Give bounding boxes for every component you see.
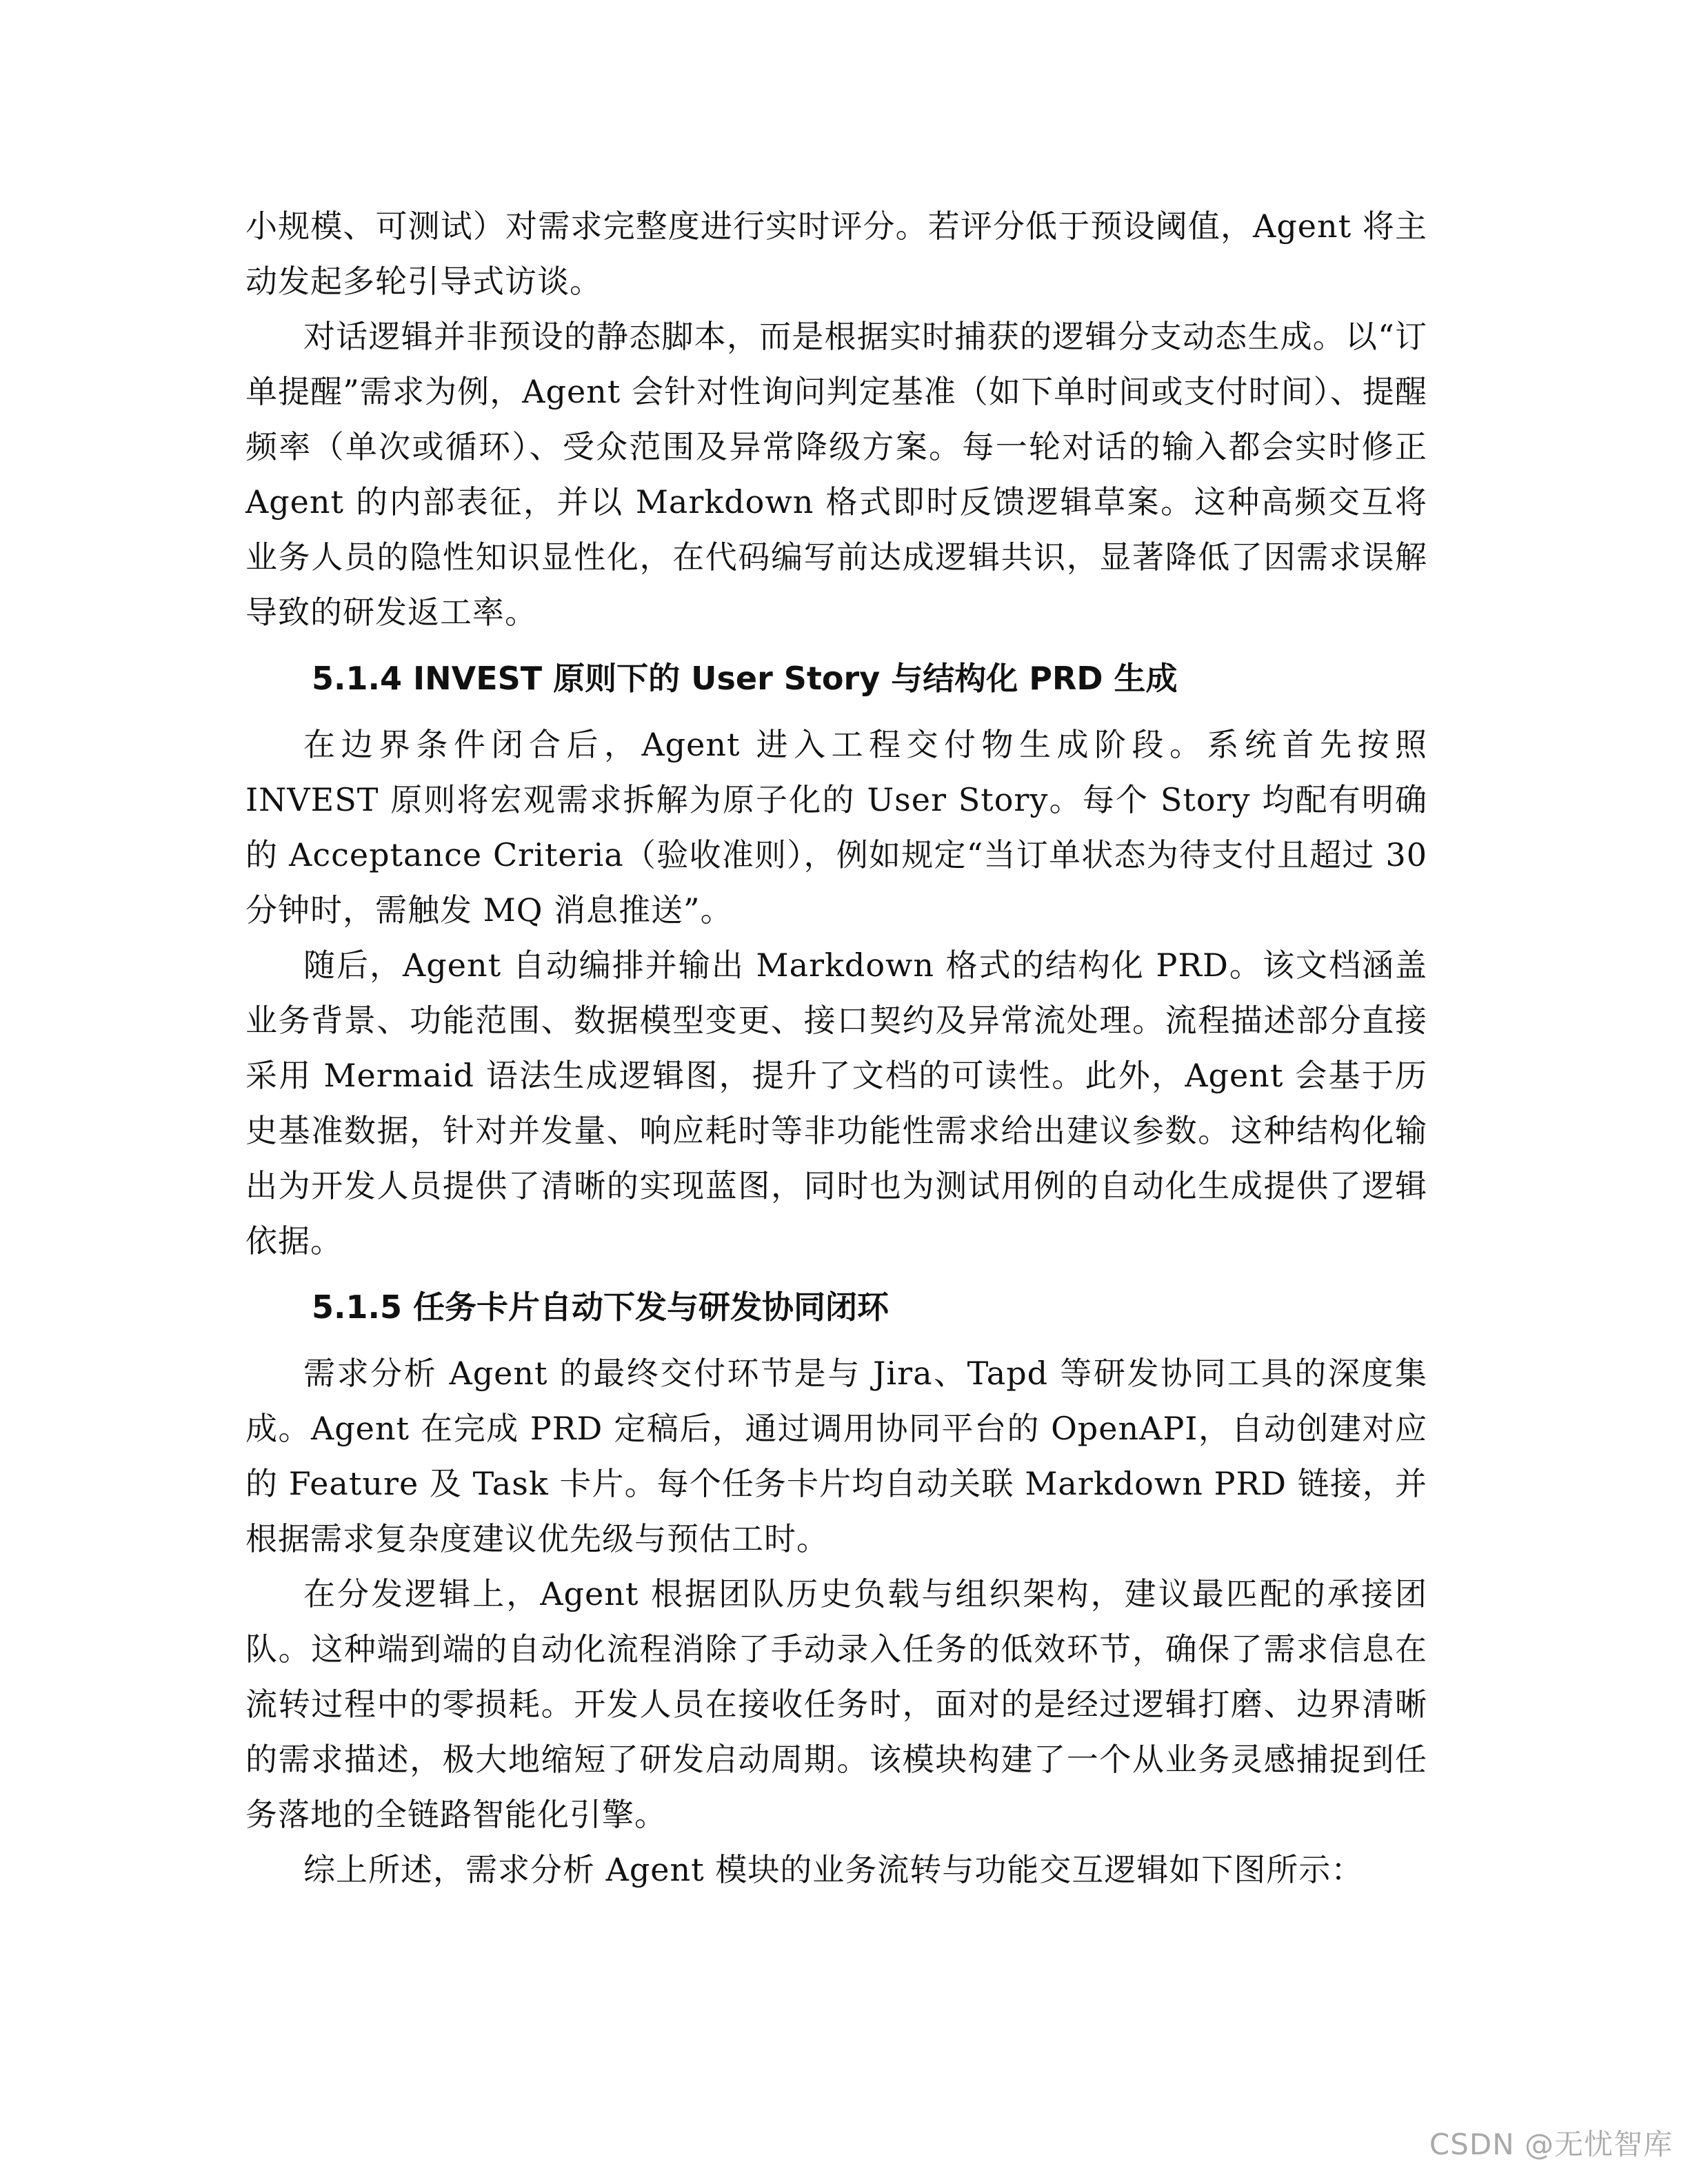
paragraph-user-story: 在边界条件闭合后，Agent 进入工程交付物生成阶段。系统首先按照 INVEST 原则将宏观需求拆解为原子化的 User Story。每个 Story 均配有明确的 Acceptance Criteria（验收准则），例如规定“当订单状态为待支付且超过 30 分钟时，需触发 MQ 消息推送”。 xyxy=(245,726,1427,929)
section-heading-5-1-4: 5.1.4 INVEST 原则下的 User Story 与结构化 PRD 生成 xyxy=(312,660,1178,697)
section-heading-5-1-5: 5.1.5 任务卡片自动下发与研发协同闭环 xyxy=(312,1288,889,1326)
paragraph-dialogue-logic: 对话逻辑并非预设的静态脚本，而是根据实时捕获的逻辑分支动态生成。以“订单提醒”需求为例，Agent 会针对性询问判定基准（如下单时间或支付时间）、提醒频率（单次或循环）、受众范围及异常降级方案。每一轮对话的输入都会实时修正 Agent 的内部表征，并以 Markdown 格式即时反馈逻辑草案。这种高频交互将业务人员的隐性知识显性化，在代码编写前达成逻辑共识，显著降低了因需求误解导致的研发返工率。 xyxy=(245,318,1427,631)
paragraph-structured-prd: 随后，Agent 自动编排并输出 Markdown 格式的结构化 PRD。该文档涵盖业务背景、功能范围、数据模型变更、接口契约及异常流处理。流程描述部分直接采用 Mermaid 语法生成逻辑图，提升了文档的可读性。此外，Agent 会基于历史基准数据，针对并发量、响应耗时等非功能性需求给出建议参数。这种结构化输出为开发人员提供了清晰的实现蓝图，同时也为测试用例的自动化生成提供了逻辑依据。 xyxy=(245,947,1427,1260)
csdn-watermark: CSDN @无忧智库 xyxy=(1429,2127,1673,2161)
paragraph-continuation: 小规模、可测试）对需求完整度进行实时评分。若评分低于预设阈值，Agent 将主动发起多轮引导式访谈。 xyxy=(245,208,1427,300)
paragraph-dispatch-logic: 在分发逻辑上，Agent 根据团队历史负载与组织架构，建议最匹配的承接团队。这种端到端的自动化流程消除了手动录入任务的低效环节，确保了需求信息在流转过程中的零损耗。开发人员在接收任务时，面对的是经过逻辑打磨、边界清晰的需求描述，极大地缩短了研发启动周期。该模块构建了一个从业务灵感捕捉到任务落地的全链路智能化引擎。 xyxy=(245,1575,1427,1833)
paragraph-task-cards: 需求分析 Agent 的最终交付环节是与 Jira、Tapd 等研发协同工具的深度集成。Agent 在完成 PRD 定稿后，通过调用协同平台的 OpenAPI，自动创建对应的 Feature 及 Task 卡片。每个任务卡片均自动关联 Markdown PRD 链接，并根据需求复杂度建议优先级与预估工时。 xyxy=(245,1355,1427,1557)
paragraph-summary: 综上所述，需求分析 Agent 模块的业务流转与功能交互逻辑如下图所示： xyxy=(303,1851,1364,1888)
document-body xyxy=(245,199,1427,1897)
